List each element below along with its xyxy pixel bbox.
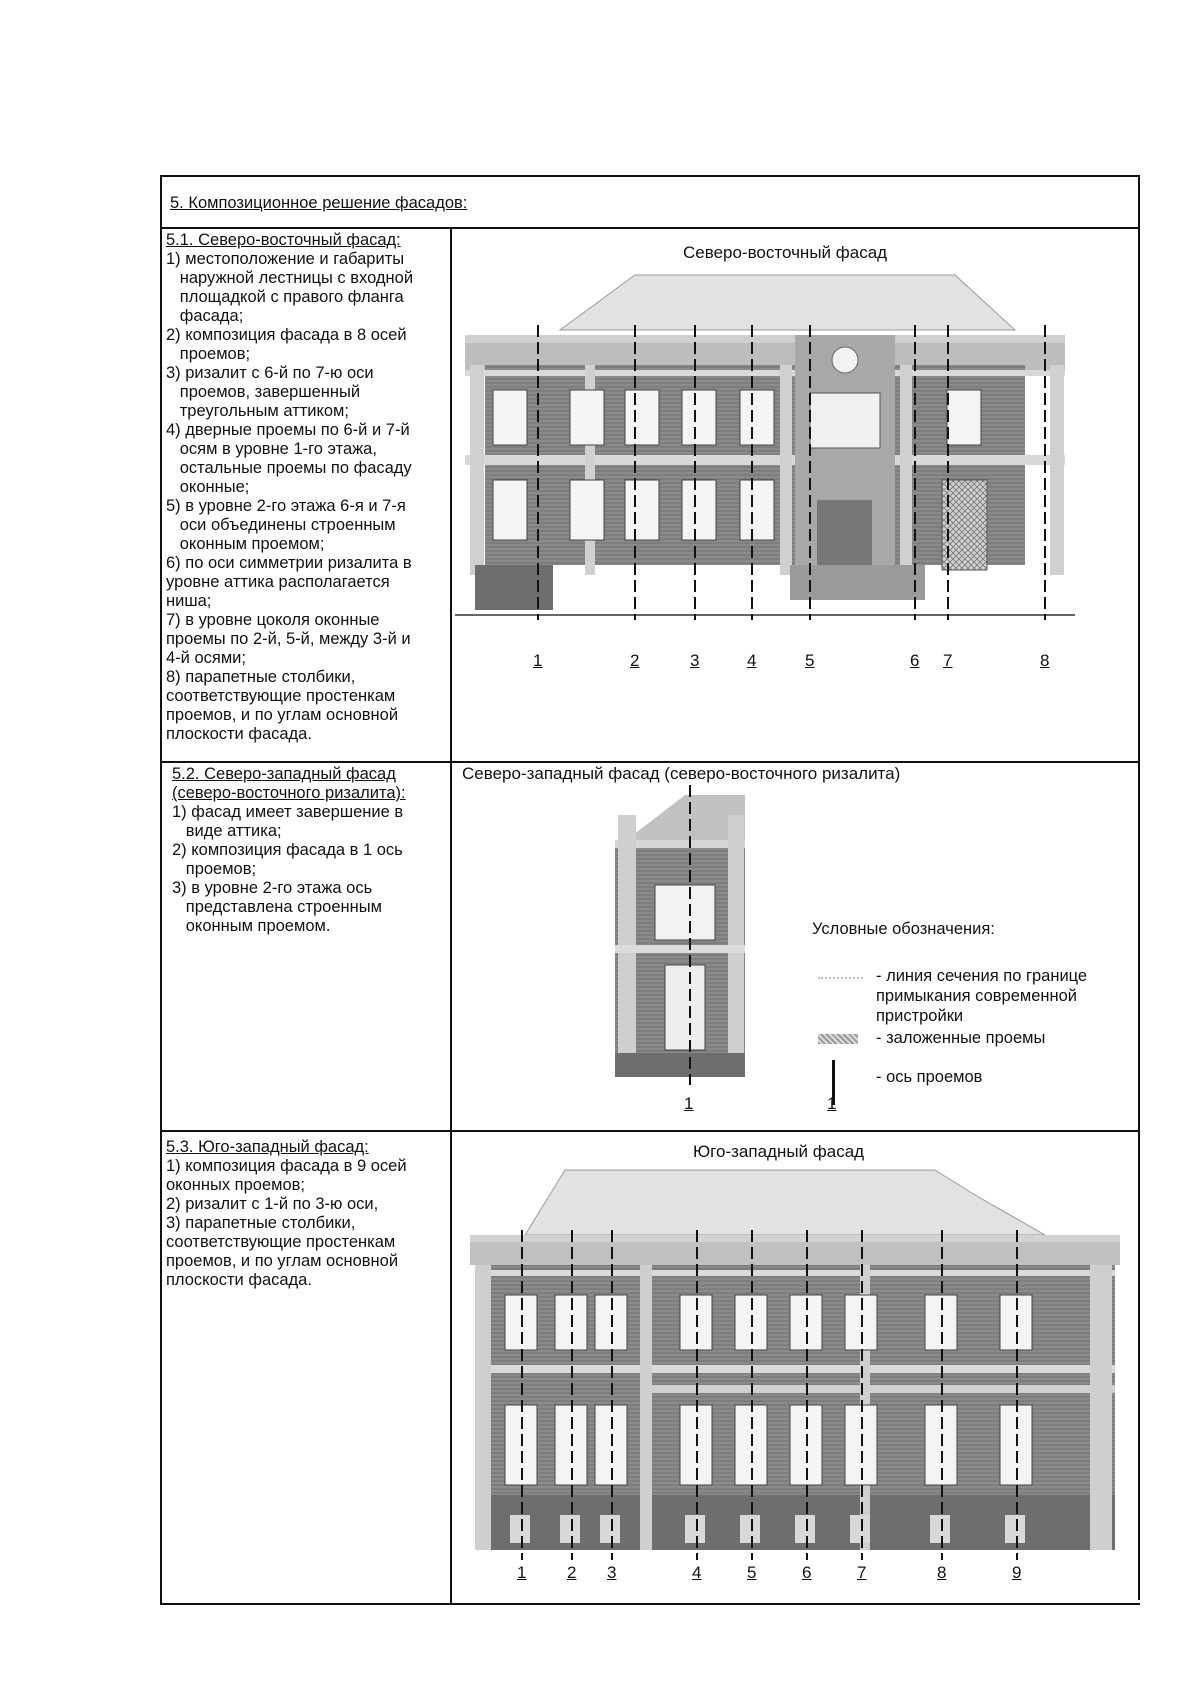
legend-section-line-sample <box>818 977 863 979</box>
sw-axis-label: 3 <box>607 1563 617 1582</box>
section-5-1-line: 5) в уровне 2-го этажа 6-я и 7-я <box>166 497 406 515</box>
section-5-1-line: фасада; <box>166 307 244 325</box>
section-5-1-line: треугольным аттиком; <box>166 402 349 420</box>
legend <box>812 920 1132 939</box>
table-row-divider-2 <box>160 761 1140 763</box>
table-row-divider-3 <box>160 1130 1140 1132</box>
ne-axis-label: 1 <box>533 651 543 670</box>
section-5-1-line: площадкой с правого фланга <box>166 288 404 306</box>
section-5-1-line: остальные проемы по фасаду <box>166 459 412 477</box>
section-5-1-text <box>166 231 448 744</box>
section-5-3-heading: 5.3. Юго-западный фасад: <box>166 1138 369 1156</box>
sw-axis-label: 9 <box>1012 1563 1022 1582</box>
ne-axis-label: 5 <box>805 651 815 670</box>
ne-facade-title: Северо-восточный фасад <box>683 243 888 262</box>
section-5-3-line: оконных проемов; <box>166 1176 306 1194</box>
table-border-left <box>160 175 162 1605</box>
section-5-2-line: проемов; <box>172 860 257 878</box>
section-5-2-line: 2) композиция фасада в 1 ось <box>172 841 403 859</box>
ne-axis-label: 4 <box>747 651 757 670</box>
section-5-2-line: 1) фасад имеет завершение в <box>172 803 404 821</box>
sw-facade-drawing <box>465 1155 1125 1575</box>
section-5-1-line: 1) местоположение и габариты <box>166 250 405 268</box>
legend-title: Условные обозначения: <box>812 920 995 938</box>
section-5-1-heading: 5.1. Северо-восточный фасад: <box>166 231 401 249</box>
ne-axis-label: 7 <box>943 651 953 670</box>
section-5-1-list <box>166 250 448 744</box>
section-5-3-text <box>166 1138 448 1290</box>
section-5-2-line: виде аттика; <box>172 822 282 840</box>
section-5-2-text <box>172 765 448 936</box>
sw-axis-label: 1 <box>517 1563 527 1582</box>
section-5-3-line: 3) парапетные столбики, <box>166 1214 356 1232</box>
legend-axis-sample-label: 1 <box>827 1094 837 1113</box>
section-5-1-line: осям в уровне 1-го этажа, <box>166 440 377 458</box>
nw-facade-title: Северо-западный фасад (северо-восточного ризалита) <box>462 764 901 783</box>
section-5-3-line: плоскости фасада. <box>166 1271 312 1289</box>
section-5-1-line: проемов, и по углам основной <box>166 706 399 724</box>
section-5-2-line: представлена строенным <box>172 898 382 916</box>
legend-item-1-line-1: - линия сечения по границе <box>876 967 1088 985</box>
ne-axis-label: 6 <box>910 651 920 670</box>
section-5-3-line: 2) ризалит с 1-й по 3-ю оси, <box>166 1195 379 1213</box>
legend-blocked-sample <box>818 1034 858 1044</box>
section-5-1-line: оконным проемом; <box>166 535 325 553</box>
section-5-1-line: плоскости фасада. <box>166 725 312 743</box>
section-5-1-line: уровне аттика располагается <box>166 573 390 591</box>
section-5-3-line: 1) композиция фасада в 9 осей <box>166 1157 407 1175</box>
table-col-divider <box>450 227 452 1605</box>
section-5-1-line: оси объединены строенным <box>166 516 396 534</box>
ne-axis-label: 3 <box>690 651 700 670</box>
legend-item-1-line-3: пристройки <box>876 1007 964 1025</box>
legend-item-2: - заложенные проемы <box>876 1029 1046 1047</box>
sw-facade-title: Юго-западный фасад <box>693 1142 865 1161</box>
section-5-3-line: соответствующие простенкам <box>166 1233 396 1251</box>
section-5-1-line: 4) дверные проемы по 6-й и 7-й <box>166 421 410 439</box>
sw-axis-label: 4 <box>692 1563 702 1582</box>
section-5-3-list <box>166 1157 448 1290</box>
sw-axis-label: 8 <box>937 1563 947 1582</box>
sw-axis-label: 2 <box>567 1563 577 1582</box>
section-5-2-list <box>172 803 448 936</box>
section-5-2-heading-line-1: 5.2. Северо-западный фасад <box>172 765 396 783</box>
section-5-1-line: соответствующие простенкам <box>166 687 396 705</box>
section-header: 5. Композиционное решение фасадов: <box>170 194 468 212</box>
nw-facade-drawing <box>610 785 780 1100</box>
table-border-bottom <box>160 1603 1140 1605</box>
section-5-1-line: 2) композиция фасада в 8 осей <box>166 326 407 344</box>
section-5-1-line: 3) ризалит с 6-й по 7-ю оси <box>166 364 374 382</box>
table-border-right <box>1138 175 1140 1600</box>
section-5-1-line: 4-й осями; <box>166 649 246 667</box>
section-5-1-line: ниша; <box>166 592 212 610</box>
section-5-1-line: 6) по оси симметрии ризалита в <box>166 554 412 572</box>
sw-axis-label: 5 <box>747 1563 757 1582</box>
section-5-1-line: проемы по 2-й, 5-й, между 3-й и <box>166 630 411 648</box>
section-5-3-line: проемов, и по углам основной <box>166 1252 399 1270</box>
sw-axis-label: 7 <box>857 1563 867 1582</box>
section-5-1-line: наружной лестницы с входной <box>166 269 414 287</box>
ne-axis-label: 2 <box>630 651 640 670</box>
legend-item-1-line-2: примыкания современной <box>876 987 1078 1005</box>
section-5-1-line: оконные; <box>166 478 250 496</box>
section-5-1-line: 8) парапетные столбики, <box>166 668 356 686</box>
table-row-divider-1 <box>160 227 1140 229</box>
legend-item-3: - ось проемов <box>876 1068 983 1086</box>
section-5-1-line: проемов, завершенный <box>166 383 361 401</box>
ne-axis-label: 8 <box>1040 651 1050 670</box>
section-5-2-heading-line-2: (северо-восточного ризалита): <box>172 784 406 802</box>
nw-axis-label: 1 <box>684 1094 694 1113</box>
sw-axis-label: 6 <box>802 1563 812 1582</box>
section-5-2-line: оконным проемом. <box>172 917 331 935</box>
section-5-2-line: 3) в уровне 2-го этажа ось <box>172 879 373 897</box>
ne-facade-drawing <box>455 265 1135 645</box>
section-5-1-line: 7) в уровне цоколя оконные <box>166 611 380 629</box>
section-5-1-line: проемов; <box>166 345 251 363</box>
table-border-top <box>160 175 1140 177</box>
